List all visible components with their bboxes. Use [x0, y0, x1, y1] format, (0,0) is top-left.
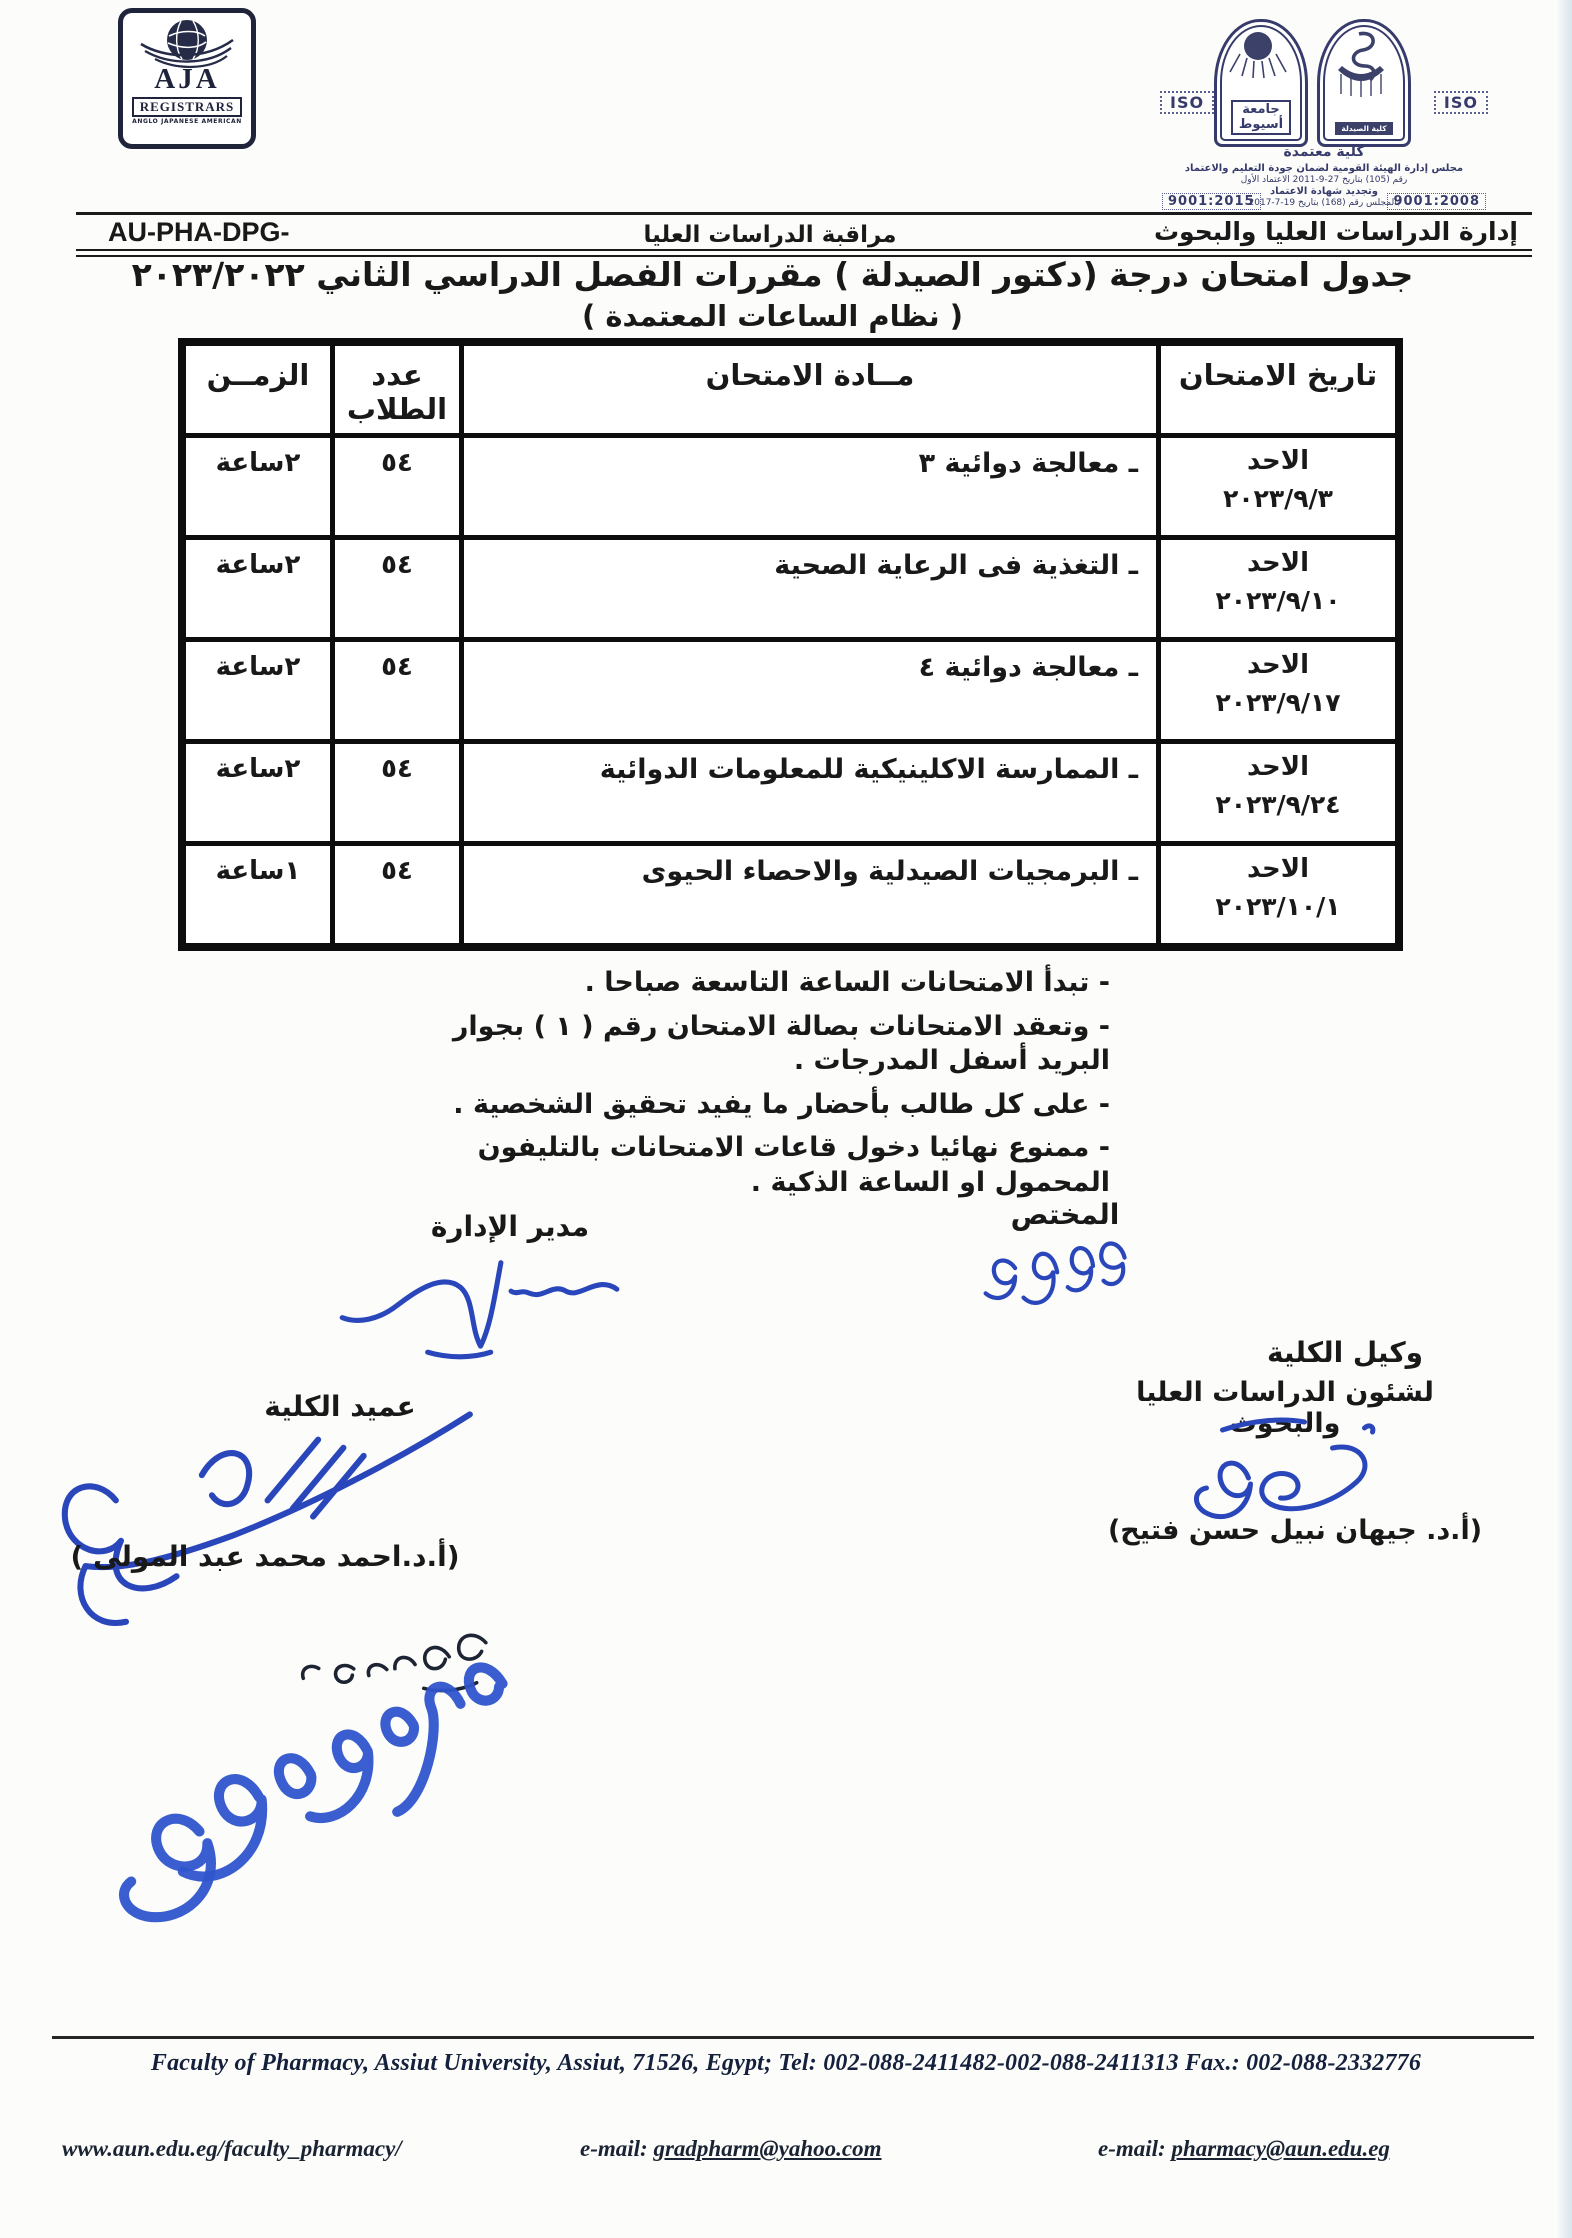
specialist-signature-strokes: [986, 1244, 1125, 1303]
header-top-rule: [76, 212, 1532, 215]
header-center-title: مراقبة الدراسات العليا: [643, 222, 897, 248]
aja-registrars-label: REGISTRARS: [132, 97, 242, 117]
iso-2008-number: 9001:2008: [1387, 193, 1486, 210]
director-label: مدير الإدارة: [430, 1210, 590, 1243]
exam-date: ٢٠٢٣/٩/١٠: [1215, 586, 1341, 615]
note-start-time: - تبدأ الامتحانات الساعة التاسعة صباحا .: [584, 967, 1110, 998]
students-count-cell: ٥٤: [333, 538, 462, 640]
table-row: [182, 742, 1399, 844]
exam-date: ٢٠٢٣/١٠/١: [1215, 892, 1341, 921]
duration-cell: ٢ساعة: [182, 640, 333, 742]
page-subtitle: ( نظام الساعات المعتمدة ): [581, 299, 964, 333]
approver-stamp-signature: [58, 1629, 564, 1963]
dean-signature: [40, 1378, 485, 1643]
grad-email-address: gradpharm@yahoo.com: [653, 2136, 882, 2161]
university-arch: [1214, 19, 1308, 147]
exam-day: الاحد: [1246, 650, 1310, 680]
vice-dean-label: وكيل الكلية: [1266, 1336, 1424, 1369]
exam-date-cell: [1159, 436, 1400, 538]
sun-rays-shapes: [1230, 32, 1286, 78]
approver-stamp-signature-strokes: [92, 1663, 537, 1924]
exam-date-cell: [1159, 640, 1400, 742]
exam-notes: [430, 966, 1110, 1209]
exam-subject-cell: ـ معالجة دوائية ٣: [462, 436, 1159, 538]
stamp-first-accreditation-line: رقم (105) بتاريخ 27-9-2011 الاعتماد الأول: [1240, 175, 1408, 185]
iso-2015-number: 9001:2015: [1162, 193, 1261, 210]
column-header-duration: الزمــن: [182, 342, 333, 436]
exam-date: ٢٠٢٣/٩/٣: [1223, 484, 1333, 513]
vice-dean-sublabel: لشئون الدراسات العليا والبحوث: [1136, 1377, 1434, 1439]
exam-subject-cell: ـ البرمجيات الصيدلية والاحصاء الحيوى: [462, 844, 1159, 948]
pharmacy-email-address: pharmacy@aun.edu.eg: [1171, 2136, 1390, 2161]
director-signature: [330, 1245, 625, 1375]
iso-right-label: ISO: [1434, 91, 1488, 114]
aja-registrars-logo: [118, 8, 256, 149]
exam-subject-cell: ـ التغذية فى الرعاية الصحية: [462, 538, 1159, 640]
pharmacy-arch: [1317, 19, 1411, 147]
page-title: جدول امتحان درجة (دكتور الصيدلة ) مقررات الفصل الدراسي الثاني ٢٠٢٣/٢٠٢٢: [131, 255, 1414, 294]
grad-email: [580, 2136, 882, 2162]
exam-subject-cell: ـ معالجة دوائية ٤: [462, 640, 1159, 742]
footer-rule: [52, 2036, 1534, 2039]
duration-cell: ٢ساعة: [182, 742, 333, 844]
exam-date-cell: [1159, 844, 1400, 948]
director-signature-strokes: [342, 1263, 617, 1357]
stamp-arches: [1214, 19, 1411, 147]
table-row: [182, 538, 1399, 640]
faculty-name: كلية الصيدلة: [1335, 122, 1393, 135]
dean-name: (أ.د.احمد محمد عبد المولى ): [70, 1540, 460, 1573]
vice-dean-name: (أ.د. جيهان نبيل حسن فتيح): [1107, 1515, 1483, 1546]
exam-date: ٢٠٢٣/٩/٢٤: [1215, 790, 1341, 819]
university-name: جامعة أسيوط: [1231, 100, 1291, 135]
globe-shapes: [141, 20, 233, 67]
students-count-cell: ٥٤: [333, 640, 462, 742]
grad-email-label: e-mail:: [580, 2136, 654, 2161]
faculty-address: Faculty of Pharmacy, Assiut University, Assiut, 71526, Egypt; Tel: 002-088-2411482-002-088-2411313 Fax.: 002-088-2332776: [150, 2050, 1422, 2076]
column-header-students-count: عدد الطلاب: [333, 342, 462, 436]
column-header-exam-date: تاريخ الامتحان: [1159, 342, 1400, 436]
exam-subject-cell: ـ الممارسة الاكلينيكية للمعلومات الدوائية: [462, 742, 1159, 844]
specialist-signature: [968, 1226, 1138, 1326]
stamp-renewal-line: وتجديد شهادة الاعتماد: [1269, 186, 1379, 197]
note-exam-hall: - وتعقد الامتحانات بصالة الامتحان رقم ( ١ ) بجوار البريد أسفل المدرجات .: [452, 1010, 1110, 1077]
header-right-title: إدارة الدراسات العليا والبحوث: [1153, 217, 1518, 246]
faculty-website: www.aun.edu.eg/faculty_pharmacy/: [62, 2136, 402, 2161]
dean-signature-strokes: [65, 1414, 470, 1623]
duration-cell: ١ساعة: [182, 844, 333, 948]
iso-left-label: ISO: [1160, 91, 1214, 114]
table-row: [182, 640, 1399, 742]
exam-day: الاحد: [1246, 752, 1310, 782]
globe-icon: [135, 16, 239, 68]
aja-acronym: AJA: [154, 63, 220, 95]
accreditation-stamp: [1158, 5, 1490, 217]
note-no-phones: - ممنوع نهائيا دخول قاعات الامتحانات بالتليفون المحمول او الساعة الذكية .: [477, 1132, 1110, 1198]
aja-tagline: ANGLO JAPANESE AMERICAN: [132, 117, 242, 125]
pharmacy-bowl-snake-icon: [1326, 30, 1396, 100]
pharmacy-email-label: e-mail:: [1098, 2136, 1172, 2161]
note-id-required: - على كل طالب بأحضار ما يفيد تحقيق الشخصية .: [453, 1088, 1110, 1120]
table-row: [182, 436, 1399, 538]
students-count-cell: ٥٤: [333, 436, 462, 538]
stamp-renewal-detail-line: بالمجلس رقم (168) بتاريخ 19-7-2017: [1248, 198, 1400, 208]
document-code: AU-PHA-DPG-: [108, 217, 290, 247]
exam-day: الاحد: [1246, 854, 1310, 884]
table-row: [182, 844, 1399, 948]
dean-label: عميد الكلية: [264, 1390, 416, 1423]
exam-date: ٢٠٢٣/٩/١٧: [1215, 688, 1341, 717]
exam-date-cell: [1159, 742, 1400, 844]
duration-cell: ٢ساعة: [182, 538, 333, 640]
duration-cell: ٢ساعة: [182, 436, 333, 538]
exam-day: الاحد: [1246, 548, 1310, 578]
exam-schedule-table: [178, 338, 1403, 951]
sun-rays-icon: [1218, 28, 1298, 80]
pharmacy-shapes: [1338, 33, 1384, 97]
students-count-cell: ٥٤: [333, 742, 462, 844]
students-count-cell: ٥٤: [333, 844, 462, 948]
stamp-council-line: مجلس إدارة الهيئة القومية لضمان جودة التعليم والاعتماد: [1184, 163, 1464, 174]
stamp-certified-line: كلية معتمدة: [1283, 144, 1365, 160]
vice-dean-signature-strokes: [1196, 1420, 1372, 1517]
table-header-row: [182, 342, 1399, 436]
specialist-label: المختص: [1010, 1198, 1120, 1231]
exam-date-cell: [1159, 538, 1400, 640]
pharmacy-email: [1098, 2136, 1390, 2162]
exam-day: الاحد: [1246, 446, 1310, 476]
column-header-exam-subject: مــادة الامتحان: [462, 342, 1159, 436]
